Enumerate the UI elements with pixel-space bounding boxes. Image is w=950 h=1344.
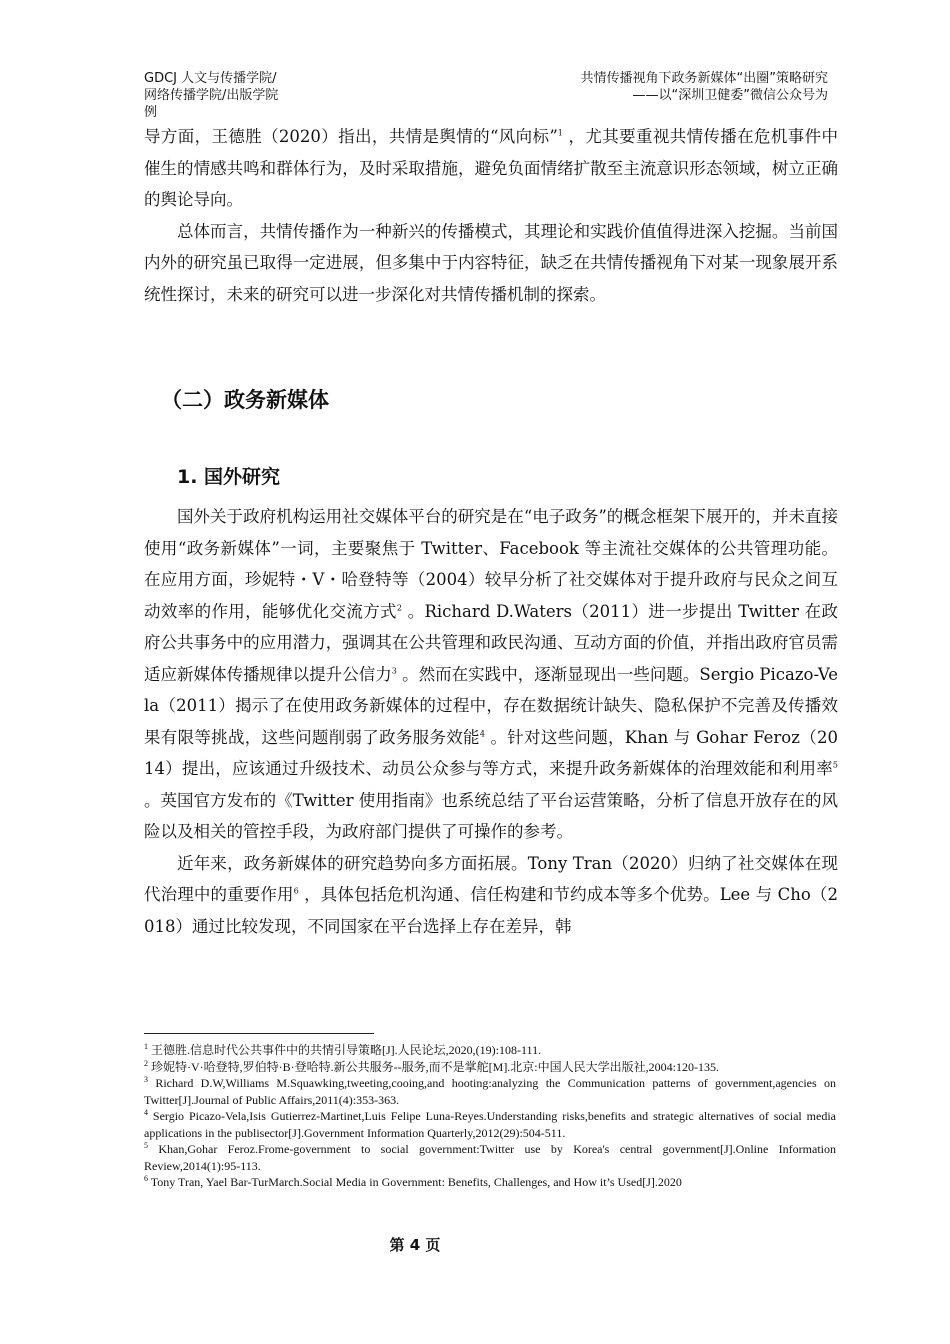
footnote-ref[interactable]: 3 <box>391 666 397 675</box>
page-number: 第 4 页 <box>389 1236 441 1254</box>
footnote-ref[interactable]: 4 <box>479 729 485 738</box>
paragraph-text: ，具体包括危机沟通、信任构建和节约成本等多个优势。Lee 与 Cho（2018）通过比较发现，不同国家在平台选择上存在差异，韩 <box>144 885 838 936</box>
footnote-number: 3 <box>144 1075 148 1084</box>
footnote-divider <box>144 1033 374 1034</box>
header-left-line: 例 <box>144 105 158 120</box>
footnote <box>144 1059 836 1076</box>
footnote-ref[interactable]: 6 <box>293 886 299 896</box>
footnote-text: 王德胜.信息时代公共事件中的共情引导策略[J].人民论坛,2020,(19):108-111. <box>148 1043 542 1057</box>
paragraph-text: ，尤其要重视共情传播在危机事件中催生的情感共鸣和群体行为，及时采取措施，避免负面情绪扩散至主流意识形态领域，树立正确的舆论导向。 <box>144 127 838 209</box>
footnote-number: 5 <box>144 1141 148 1150</box>
header-left <box>144 70 314 121</box>
footnote-text: Khan,Gohar Feroz.Frome-government to social government:Twitter use by Korea's central government[J].Online Information Review,2014(1):95-113. <box>144 1142 836 1173</box>
paragraph-text: 。然而在实践中，逐渐显现出一些问题。Sergio Picazo-Vela（2011）揭示了在使用政务新媒体的过程中，存在数据统计缺失、隐私保护不完善及传播效果有限等挑战，这些问题削弱了政务服务效能 <box>144 664 839 747</box>
footnote-number: 4 <box>144 1108 148 1117</box>
footnote <box>144 1042 836 1059</box>
footnote-text: 珍妮特·V·哈登特,罗伯特·B·登哈特.新公共服务--服务,而不是掌舵[M].北京:中国人民大学出版社,2004:120-135. <box>148 1059 719 1074</box>
paragraph-text: 近年来，政务新媒体的研究趋势向多方面拓展。Tony Tran（2020）归纳了社交媒体在现代治理中的重要作用 <box>144 853 838 904</box>
paragraph <box>144 121 838 216</box>
footnotes <box>144 1042 836 1191</box>
footnote-text: Tony Tran, Yael Bar-TurMarch.Social Media in Government: Benefits, Challenges, and How it’s Used[J].2020 <box>148 1175 682 1189</box>
paragraph-text: 。英国官方发布的《Twitter 使用指南》也系统总结了平台运营策略，分析了信息开放存在的风险以及相关的管控手段，为政府部门提供了可操作的参考。 <box>144 790 838 841</box>
body-text-top <box>144 121 838 310</box>
paragraph-text: 国外关于政府机构运用社交媒体平台的研究是在“电子政务”的概念框架下展开的，并未直接使用“政务新媒体”一词，主要聚焦于 Twitter、Facebook 等主流社交媒体的公共管理功能。在应用方面，珍妮特・V・哈登特等（2004）较早分析了社交媒体对于提升政府与民众之间互动效率的作用，能够优化交流方式 <box>144 507 838 621</box>
paragraph-text: 。针对这些问题，Khan 与 Gohar Feroz（2014）提出，应该通过升级技术、动员公众参与等方式，来提升政务新媒体的治理效能和利用率 <box>144 727 839 778</box>
footnote <box>144 1141 836 1174</box>
footnote-ref[interactable]: 2 <box>396 603 403 612</box>
footnote-ref[interactable]: 5 <box>832 760 838 770</box>
header-left-line: GDCJ 人文与传播学院/ <box>144 71 277 86</box>
header-right <box>581 70 828 104</box>
document-subtitle: ——以“深圳卫健委”微信公众号为 <box>632 88 828 103</box>
footnote-number: 6 <box>144 1174 148 1183</box>
footnote-text: Sergio Picazo-Vela,Isis Gutierrez-Martinet,Luis Felipe Luna-Reyes.Understanding risks,benefits and strategic alternatives of social media applications in the publisector[J].Government Information Quarterly,2012(29):504-511. <box>144 1109 836 1140</box>
paragraph-text: 导方面，王德胜（2020）指出，共情是舆情的“风向标” <box>144 127 558 146</box>
paragraph <box>144 848 838 943</box>
paragraph: 总体而言，共情传播作为一种新兴的传播模式，其理论和实践价值值得进深入挖掘。当前国内外的研究虽已取得一定进展，但多集中于内容特征，缺乏在共情传播视角下对某一现象展开系统性探讨，未来的研究可以进一步深化对共情传播机制的探索。 <box>144 221 838 304</box>
footnote <box>144 1108 836 1141</box>
paragraph <box>144 501 838 848</box>
document-title: 共情传播视角下政务新媒体“出圈”策略研究 <box>580 71 828 86</box>
section-title: （二）政务新媒体 <box>161 388 329 412</box>
footnote <box>144 1075 836 1108</box>
footnote <box>144 1174 836 1191</box>
body-text-main <box>144 501 838 942</box>
footnote-text: Richard D.W,Williams M.Squawking,tweeting,cooing,and hooting:analyzing the Communication patterns of government,agencies on Twitter[J].Journal of Public Affairs,2011(4):353-363. <box>144 1076 836 1107</box>
subsection-title: 1. 国外研究 <box>177 466 281 488</box>
footnote-number: 2 <box>144 1058 148 1068</box>
header-left-line: 网络传播学院/出版学院 <box>144 88 279 103</box>
paragraph-text: 。Richard D.Waters（2011）进一步提出 Twitter 在政府公共事务中的应用潜力，强调其在公共管理和政民沟通、互动方面的价值，并指出政府官员需适应新媒体传播规律以提升公信力 <box>144 601 838 684</box>
footnote-ref[interactable]: 1 <box>557 128 563 138</box>
footnote-number: 1 <box>144 1042 148 1051</box>
